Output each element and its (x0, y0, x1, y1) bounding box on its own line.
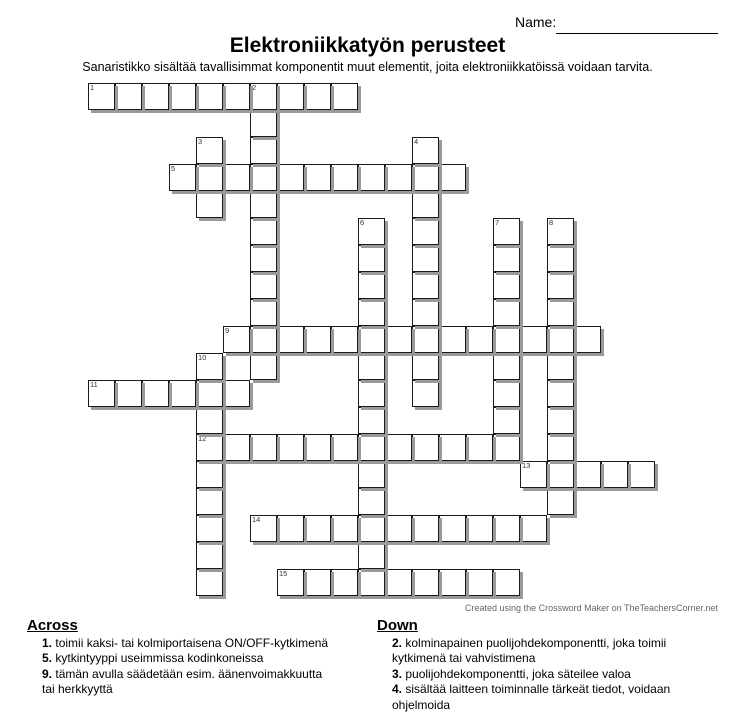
grid-cell[interactable] (547, 299, 574, 326)
down-heading: Down (377, 617, 418, 634)
grid-cell[interactable] (358, 461, 385, 488)
grid-cell[interactable] (412, 326, 439, 353)
grid-cell[interactable] (385, 326, 412, 353)
grid-cell[interactable] (196, 569, 223, 596)
grid-cell[interactable] (196, 515, 223, 542)
grid-cell[interactable] (196, 542, 223, 569)
grid-cell[interactable] (196, 488, 223, 515)
grid-cell[interactable] (493, 299, 520, 326)
clue-number-label: 10 (198, 353, 207, 362)
grid-cell[interactable] (412, 218, 439, 245)
clue-number: 1. (42, 635, 53, 650)
clue-down-3 (377, 667, 722, 683)
grid-cell[interactable] (412, 137, 439, 164)
grid-cell[interactable] (412, 380, 439, 407)
grid-cell[interactable] (304, 83, 331, 110)
grid-cell[interactable] (547, 461, 574, 488)
grid-cell[interactable] (547, 272, 574, 299)
grid-cell[interactable] (331, 515, 358, 542)
clue-number: 9. (42, 666, 53, 681)
grid-cell[interactable] (196, 380, 223, 407)
clue-across-5 (27, 651, 337, 667)
grid-cell[interactable] (250, 515, 277, 542)
grid-cell[interactable] (412, 299, 439, 326)
grid-cell[interactable] (250, 83, 277, 110)
grid-cell[interactable] (196, 434, 223, 461)
clue-text: kytkintyyppi useimmissa kodinkoneissa (55, 651, 264, 665)
grid-cell[interactable] (358, 272, 385, 299)
page-subtitle: Sanaristikko sisältää tavallisimmat komponentit muut elementit, joita elektroniikkatöissä voidaan tarvita. (82, 60, 653, 74)
grid-cell[interactable] (142, 380, 169, 407)
grid-cell[interactable] (439, 326, 466, 353)
grid-cell[interactable] (250, 110, 277, 137)
grid-cell[interactable] (331, 83, 358, 110)
grid-cell[interactable] (385, 515, 412, 542)
grid-cell[interactable] (223, 326, 250, 353)
grid-cell[interactable] (223, 164, 250, 191)
grid-cell[interactable] (358, 164, 385, 191)
grid-cell[interactable] (358, 434, 385, 461)
grid-cell[interactable] (196, 83, 223, 110)
grid-cell[interactable] (493, 380, 520, 407)
grid-cell[interactable] (466, 569, 493, 596)
grid-cell[interactable] (115, 380, 142, 407)
grid-cell[interactable] (196, 164, 223, 191)
clue-number-label: 1 (90, 83, 95, 92)
grid-cell[interactable] (250, 353, 277, 380)
clue-number-label: 13 (522, 461, 531, 470)
grid-cell[interactable] (412, 191, 439, 218)
grid-cell[interactable] (88, 83, 115, 110)
grid-cell[interactable] (493, 515, 520, 542)
grid-cell[interactable] (358, 569, 385, 596)
grid-cell[interactable] (466, 515, 493, 542)
grid-cell[interactable] (358, 326, 385, 353)
grid-cell[interactable] (493, 569, 520, 596)
clue-number-label: 4 (414, 137, 419, 146)
grid-cell[interactable] (412, 245, 439, 272)
grid-cell[interactable] (628, 461, 655, 488)
grid-cell[interactable] (466, 326, 493, 353)
clue-down-4 (377, 682, 722, 713)
grid-cell[interactable] (223, 83, 250, 110)
grid-cell[interactable] (277, 569, 304, 596)
grid-cell[interactable] (250, 326, 277, 353)
page-title: Elektroniikkatyön perusteet (229, 34, 506, 57)
grid-cell[interactable] (223, 380, 250, 407)
grid-cell[interactable] (304, 515, 331, 542)
grid-cell[interactable] (250, 218, 277, 245)
grid-cell[interactable] (196, 407, 223, 434)
grid-cell[interactable] (250, 137, 277, 164)
grid-cell[interactable] (358, 515, 385, 542)
clue-down-2 (377, 636, 722, 667)
grid-cell[interactable] (331, 164, 358, 191)
grid-cell[interactable] (250, 164, 277, 191)
clue-across-9 (27, 667, 337, 698)
grid-cell[interactable] (493, 353, 520, 380)
clue-number: 2. (392, 635, 403, 650)
grid-cell[interactable] (520, 461, 547, 488)
clue-number-label: 6 (360, 218, 365, 227)
grid-cell[interactable] (331, 434, 358, 461)
grid-cell[interactable] (358, 488, 385, 515)
grid-cell[interactable] (169, 164, 196, 191)
grid-cell[interactable] (547, 218, 574, 245)
grid-cell[interactable] (520, 326, 547, 353)
grid-cell[interactable] (412, 515, 439, 542)
grid-cell[interactable] (547, 488, 574, 515)
clue-text: kolminapainen puolijohdekomponentti, joka toimii kytkimenä tai vahvistimena (392, 635, 667, 665)
grid-cell[interactable] (358, 542, 385, 569)
down-clues (377, 618, 722, 713)
grid-cell[interactable] (196, 137, 223, 164)
grid-cell[interactable] (304, 569, 331, 596)
grid-cell[interactable] (412, 353, 439, 380)
grid-cell[interactable] (439, 569, 466, 596)
grid-cell[interactable] (385, 569, 412, 596)
grid-cell[interactable] (493, 434, 520, 461)
grid-cell[interactable] (250, 245, 277, 272)
grid-cell[interactable] (169, 380, 196, 407)
clue-number-label: 5 (171, 164, 176, 173)
clue-number-label: 3 (198, 137, 203, 146)
grid-cell[interactable] (304, 434, 331, 461)
grid-cell[interactable] (277, 164, 304, 191)
grid-cell[interactable] (358, 299, 385, 326)
grid-cell[interactable] (358, 353, 385, 380)
clue-number-label: 14 (252, 515, 261, 524)
grid-cell[interactable] (277, 326, 304, 353)
grid-cell[interactable] (574, 326, 601, 353)
grid-cell[interactable] (493, 218, 520, 245)
grid-cell[interactable] (385, 434, 412, 461)
grid-cell[interactable] (385, 164, 412, 191)
grid-cell[interactable] (493, 326, 520, 353)
grid-cell[interactable] (439, 515, 466, 542)
clue-number: 5. (42, 651, 53, 665)
grid-cell[interactable] (358, 407, 385, 434)
grid-cell[interactable] (493, 245, 520, 272)
grid-cell[interactable] (412, 434, 439, 461)
grid-cell[interactable] (250, 434, 277, 461)
clue-text: sisältää laitteen toiminnalle tärkeät tiedot, voidaan ohjelmoida (392, 682, 671, 712)
grid-cell[interactable] (196, 353, 223, 380)
across-heading: Across (27, 617, 78, 634)
grid-cell[interactable] (277, 515, 304, 542)
grid-cell[interactable] (547, 353, 574, 380)
across-clues (27, 618, 337, 698)
clue-across-1 (27, 636, 337, 652)
grid-cell[interactable] (412, 164, 439, 191)
grid-cell[interactable] (358, 380, 385, 407)
grid-cell[interactable] (196, 461, 223, 488)
grid-cell[interactable] (493, 272, 520, 299)
grid-cell[interactable] (574, 461, 601, 488)
grid-cell[interactable] (547, 407, 574, 434)
credit-text: Created using the Crossword Maker on TheTeachersCorner.net (465, 603, 718, 613)
clue-number-label: 2 (252, 83, 257, 92)
grid-cell[interactable] (331, 569, 358, 596)
clue-number: 3. (392, 666, 403, 681)
grid-cell[interactable] (547, 326, 574, 353)
grid-cell[interactable] (250, 191, 277, 218)
grid-cell[interactable] (601, 461, 628, 488)
clue-number: 4. (392, 682, 403, 696)
clue-text: puolijohdekomponentti, joka säteilee valoa (405, 666, 631, 681)
grid-cell[interactable] (466, 434, 493, 461)
grid-cell[interactable] (277, 83, 304, 110)
clue-number-label: 12 (198, 434, 207, 443)
clue-number-label: 15 (279, 569, 288, 578)
name-label: Name: (515, 14, 557, 30)
clue-number-label: 9 (225, 326, 230, 335)
grid-cell[interactable] (520, 515, 547, 542)
grid-cell[interactable] (304, 326, 331, 353)
grid-cell[interactable] (277, 434, 304, 461)
grid-cell[interactable] (493, 407, 520, 434)
grid-cell[interactable] (439, 434, 466, 461)
grid-cell[interactable] (169, 83, 196, 110)
grid-cell[interactable] (439, 164, 466, 191)
grid-cell[interactable] (304, 164, 331, 191)
grid-cell[interactable] (142, 83, 169, 110)
clue-text: tämän avulla säädetään esim. äänenvoimakkuutta tai herkkyyttä (42, 666, 323, 696)
clue-number-label: 7 (495, 218, 500, 227)
clue-text: toimii kaksi- tai kolmiportaisena ON/OFF-kytkimenä (55, 635, 329, 650)
grid-cell[interactable] (412, 272, 439, 299)
grid-cell[interactable] (196, 191, 223, 218)
grid-cell[interactable] (358, 218, 385, 245)
grid-cell[interactable] (358, 245, 385, 272)
grid-cell[interactable] (250, 299, 277, 326)
clue-number-label: 8 (549, 218, 554, 227)
grid-cell[interactable] (547, 380, 574, 407)
clue-number-label: 11 (90, 380, 98, 389)
grid-cell[interactable] (115, 83, 142, 110)
grid-cell[interactable] (547, 434, 574, 461)
grid-cell[interactable] (223, 434, 250, 461)
grid-cell[interactable] (412, 569, 439, 596)
grid-cell[interactable] (331, 326, 358, 353)
grid-cell[interactable] (250, 272, 277, 299)
grid-cell[interactable] (547, 245, 574, 272)
grid-cell[interactable] (88, 380, 115, 407)
